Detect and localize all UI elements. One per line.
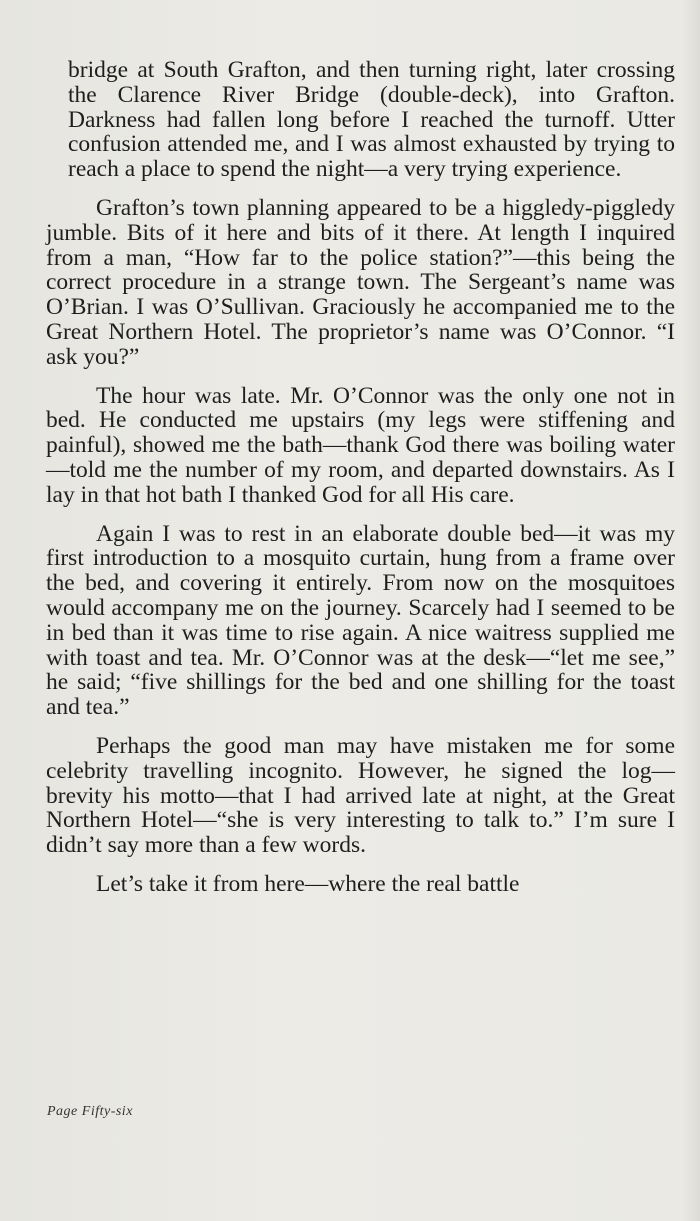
- paragraph: The hour was late. Mr. O’Connor was the only one not in bed. He conducted me upstairs (my legs were stiffening and painful), showed me the bath—thank God there was boiling water—told me the number of my room, and departed downstairs. As I lay in that hot bath I thanked God for all His care.: [46, 382, 675, 508]
- paragraph: Grafton’s town planning appeared to be a higgledy-piggledy jumble. Bits of it here and bits of it there. At length I inquired from a man, “How far to the police station?”—this being the correct procedure in a strange town. The Sergeant’s name was O’Brian. I was O’Sullivan. Graciously he accompanied me to the Great Northern Hotel. The proprietor’s name was O’Connor. “I ask you?”: [46, 194, 675, 370]
- paragraph: Let’s take it from here—where the real battle: [96, 870, 520, 897]
- page-edge-shadow: [682, 0, 700, 1221]
- paragraph-continued: bridge at South Grafton, and then turning right, later crossing the Clarence River Bridge (double-deck), into Grafton. Darkness had fallen long before I reached the turnoff. Utter confusion attended me, and I was almost exhausted by trying to reach a place to spend the night—a very trying experience.: [68, 57, 675, 183]
- body-text: [46, 58, 675, 911]
- paragraph: Perhaps the good man may have mistaken me for some celebrity travelling incognito. However, he signed the log—brevity his motto—that I had arrived late at night, at the Great Northern Hotel—“she is very interesting to talk to.” I’m sure I didn’t say more than a few words.: [46, 732, 675, 859]
- page-number-footer: Page Fifty-six: [47, 1104, 133, 1119]
- paragraph: Again I was to rest in an elaborate double bed—it was my first introduction to a mosquito curtain, hung from a frame over the bed, and covering it entirely. From now on the mosquitoes would accompany me on the journey. Scarcely had I seemed to be in bed than it was time to rise again. A nice waitress supplied me with toast and tea. Mr. O’Connor was at the desk—“let me see,” he said; “five shillings for the bed and one shilling for the toast and tea.”: [46, 520, 675, 721]
